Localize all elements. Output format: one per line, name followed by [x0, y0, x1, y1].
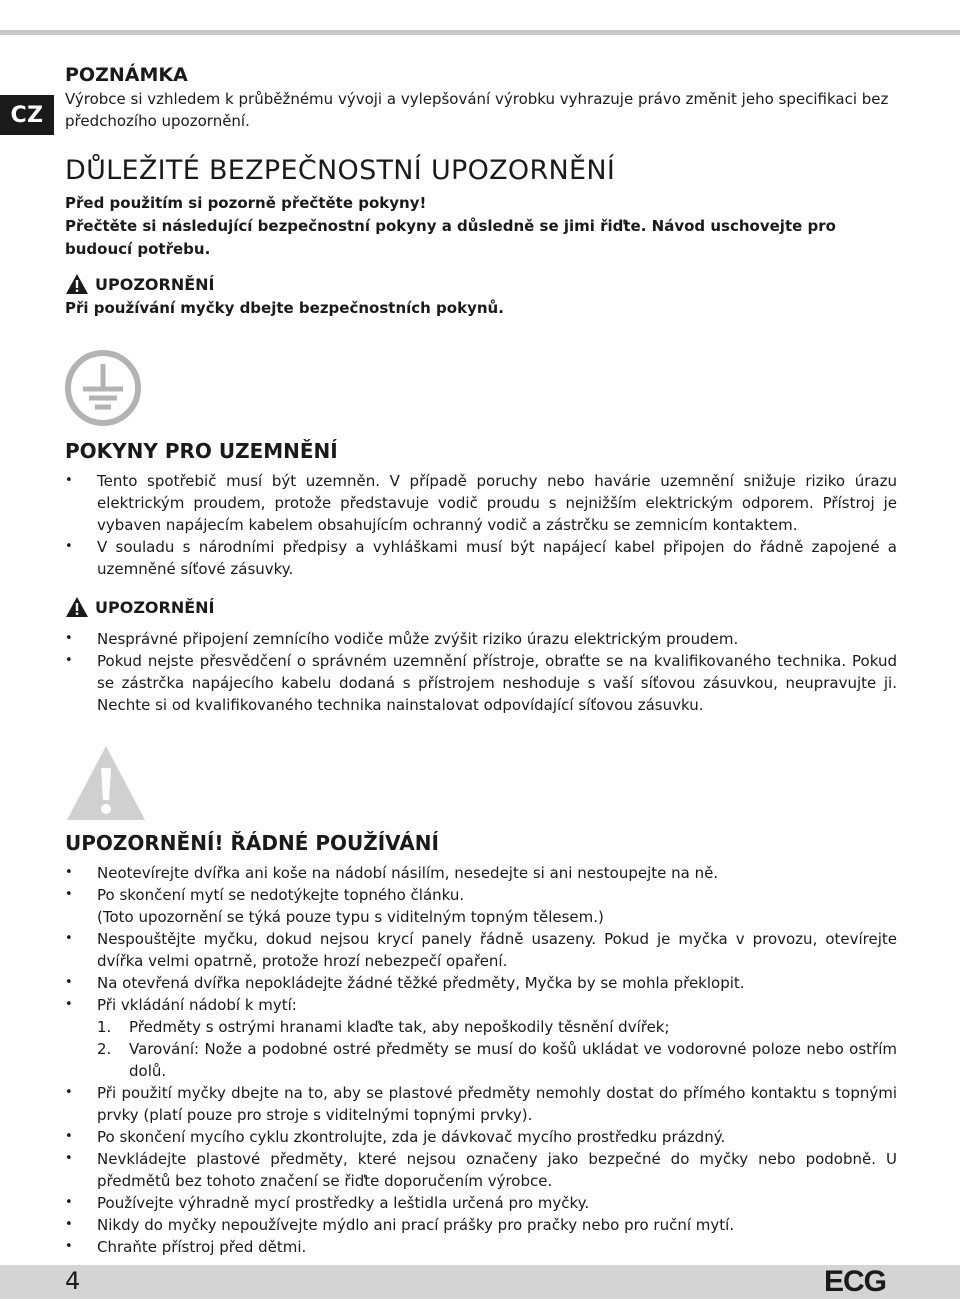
sub-list-item [65, 1016, 897, 1038]
grounding-list [65, 470, 897, 580]
list-item: • Neotevírejte dvířka ani koše na nádobí násilím, nesedejte si ani nestoupejte na ně. [65, 862, 897, 884]
list-item [65, 884, 897, 928]
list-item: • V souladu s národními předpisy a vyhláškami musí být napájecí kabel připojen do řádně zapojené a uzemněné síťové zásuvky. [65, 536, 897, 580]
safety-line-2: Přečtěte si následující bezpečnostní pokyny a důsledně se jimi řiďte. Návod uschovejte pro budoucí potřebu. [65, 217, 836, 258]
list-item: • Nikdy do myčky nepoužívejte mýdlo ani prací prášky pro pračky nebo pro ruční mytí. [65, 1214, 897, 1236]
header-rule [0, 0, 960, 34]
list-item: • Tento spotřebič musí být uzemněn. V případě poruchy nebo havárie uzemnění snižuje riziko úrazu elektrickým proudem, protože představuje vodič proudu s nejnižším elektrickým odporem. Přístroj je vybaven napájecím kabelem obsahujícím ochranný vodič a zástrčku se zemnicím kontaktem. [65, 470, 897, 536]
brand-logo: ECG [823, 1265, 886, 1298]
safety-line-1: Před použitím si pozorně přečtěte pokyny! [65, 194, 427, 212]
large-warning-icon [65, 744, 147, 822]
footer-bar [0, 1265, 960, 1299]
language-label: CZ [10, 102, 44, 128]
note-text: Výrobce si vzhledem k průběžnému vývoji a vylepšování výrobku vyhrazuje právo změnit jeho specifikaci bez předchozího upozornění. [65, 90, 889, 130]
list-item: • Po skončení mycího cyklu zkontrolujte, zda je dávkovač mycího prostředku prázdný. [65, 1126, 897, 1148]
grounding-title: POKYNY PRO UZEMNĚNÍ [65, 439, 338, 463]
list-item: • Používejte výhradně mycí prostředky a leštidla určená pro myčky. [65, 1192, 897, 1214]
sub-item-text: Varování: Nože a podobné ostré předměty se musí do košů ukládat ve vodorovné poloze nebo ostřím dolů. [129, 1040, 897, 1080]
safety-warning-text: Při používání myčky dbejte bezpečnostních pokynů. [65, 299, 504, 317]
list-item: • Při použití myčky dbejte na to, aby se plastové předměty nemohly dostat do přímého kontaktu s topnými prvky (platí pouze pro stroje s viditelnými topnými prvky). [65, 1082, 897, 1126]
list-item: • Chraňte přístroj před dětmi. [65, 1236, 897, 1258]
proper-use-list-continued [65, 1082, 897, 1258]
list-item: • Na otevřená dvířka nepokládejte žádné těžké předměty, Myčka by se mohla překlopit. [65, 972, 897, 994]
page-number: 4 [65, 1267, 81, 1295]
safety-warning-heading [65, 271, 897, 297]
grounding-warning-list [65, 628, 897, 716]
sub-list-item [65, 1038, 897, 1082]
grounding-warning-heading [65, 594, 897, 620]
sub-item-text: Předměty s ostrými hranami klaďte tak, aby nepoškodily těsnění dvířek; [129, 1018, 670, 1036]
list-item: • Při vkládání nádobí k mytí: [65, 994, 897, 1016]
sub-item-number: 2. [97, 1040, 112, 1058]
ground-symbol-icon [65, 350, 145, 430]
page-content [65, 62, 897, 1258]
warning-triangle-icon [65, 596, 89, 618]
warning-label: UPOZORNĚNÍ [95, 274, 215, 294]
sub-item-number: 1. [97, 1018, 112, 1036]
list-item: • Pokud nejste přesvědčení o správném uzemnění přístroje, obraťte se na kvalifikovaného technika. Pokud se zástrčka napájecího kabelu dodaná s přístrojem neshoduje s vaší síťovou zásuvkou, neupravujte ji. Nechte si od kvalifikovaného technika nainstalovat odpovídající síťovou zásuvku. [65, 650, 897, 716]
note-title: POZNÁMKA [65, 64, 188, 86]
list-item: • Nevkládejte plastové předměty, které nejsou označeny jako bezpečné do myčky nebo podobně. U předmětů bez tohoto značení se řiďte doporučením výrobce. [65, 1148, 897, 1192]
proper-use-list [65, 862, 897, 1016]
list-item: • Nespouštějte myčku, dokud nejsou krycí panely řádně usazeny. Pokud je myčka v provozu, otevírejte dvířka velmi opatrně, protože hrozí nebezpečí opaření. [65, 928, 897, 972]
list-item: • Nesprávné připojení zemnícího vodiče může zvýšit riziko úrazu elektrickým proudem. [65, 628, 897, 650]
list-item-text: Po skončení mytí se nedotýkejte topného článku. [97, 886, 465, 904]
proper-use-title: UPOZORNĚNÍ! ŘÁDNÉ POUŽÍVÁNÍ [65, 831, 439, 855]
language-tab [0, 95, 54, 135]
warning-label: UPOZORNĚNÍ [95, 597, 215, 617]
list-item-note: (Toto upozornění se týká pouze typu s viditelným topným tělesem.) [97, 908, 604, 926]
safety-title: DŮLEŽITÉ BEZPEČNOSTNÍ UPOZORNĚNÍ [65, 155, 616, 186]
warning-triangle-icon [65, 273, 89, 295]
